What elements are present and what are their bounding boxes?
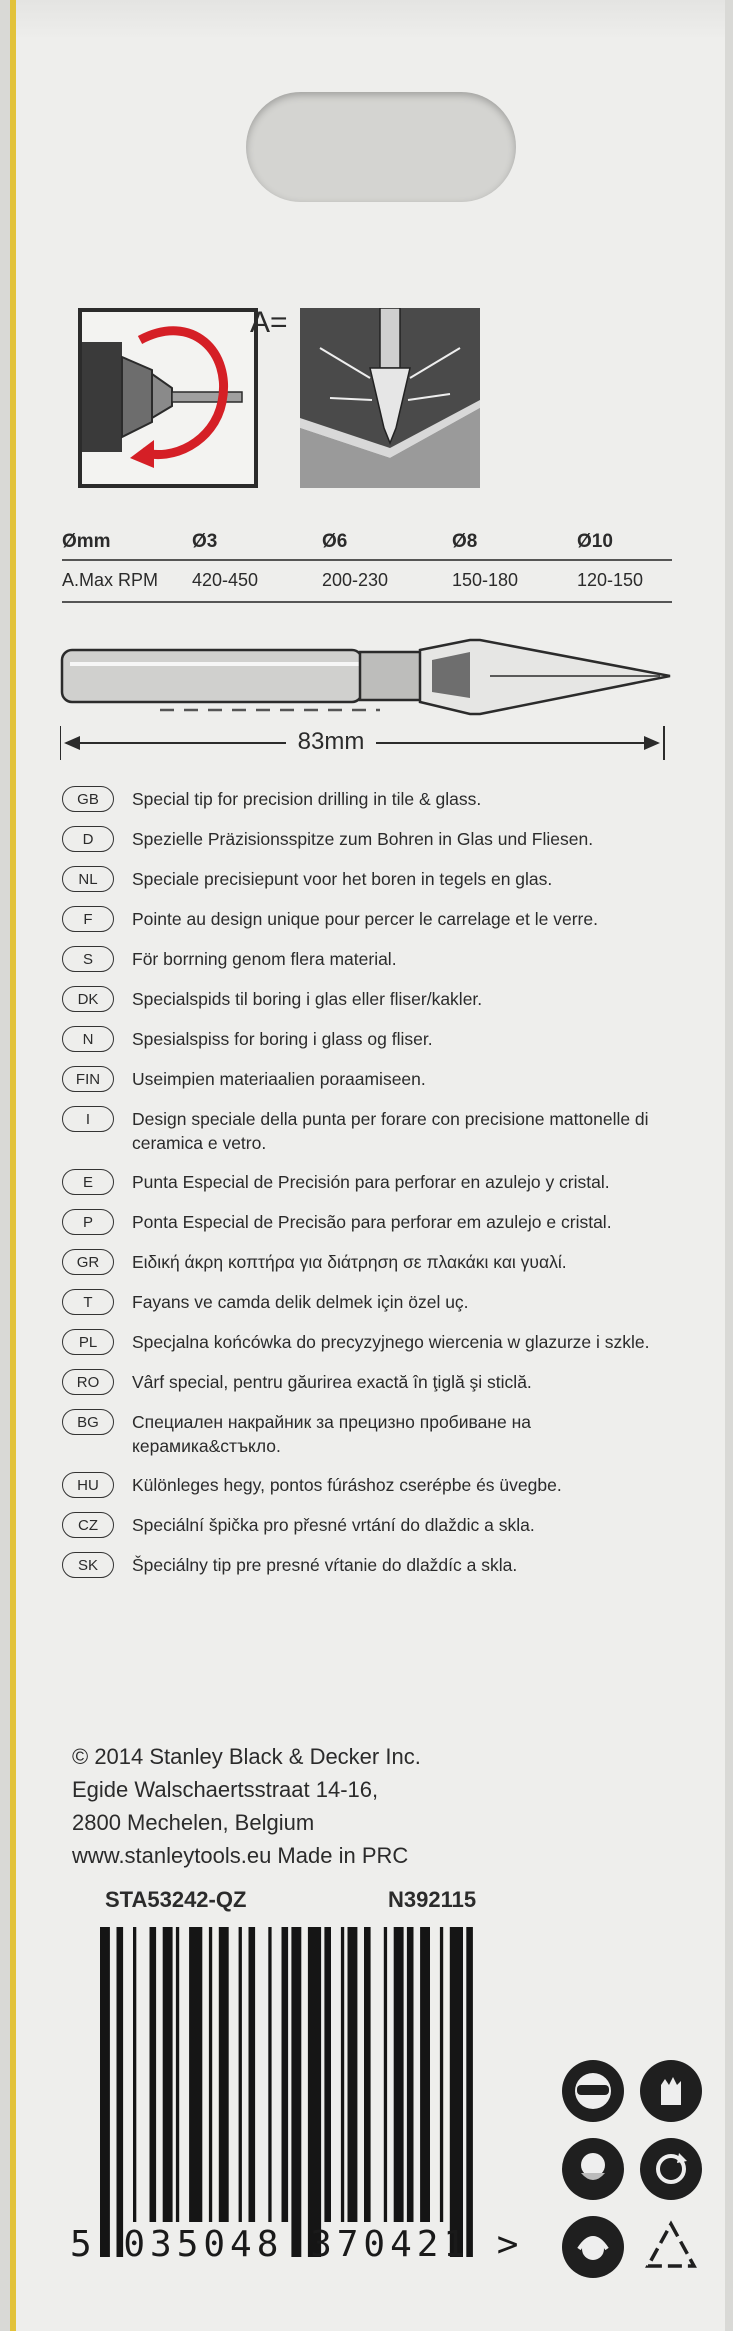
hang-hole <box>246 92 516 202</box>
language-code-badge: DK <box>62 986 114 1012</box>
language-code-badge: N <box>62 1026 114 1052</box>
language-description: Speciale precisiepunt voor het boren in tegels en glas. <box>132 869 553 889</box>
language-description: Pointe au design unique pour percer le carrelage et le verre. <box>132 909 598 929</box>
barcode-bar <box>291 1927 301 2257</box>
language-code-badge: SK <box>62 1552 114 1578</box>
rpm-header-cell: Ø3 <box>192 525 322 560</box>
barcode-bar <box>440 1927 443 2222</box>
language-code-badge: T <box>62 1289 114 1315</box>
language-row <box>62 1169 662 1195</box>
barcode-bar <box>189 1927 202 2222</box>
language-code-badge: HU <box>62 1472 114 1498</box>
rpm-table-header-row <box>62 525 672 560</box>
language-description: Spesialspiss for boring i glass og fliser. <box>132 1029 433 1049</box>
recycle-icon <box>640 2216 702 2278</box>
mask-icon <box>562 2138 624 2200</box>
language-code-badge: PL <box>62 1329 114 1355</box>
language-code-badge: D <box>62 826 114 852</box>
barcode-bar <box>117 1927 124 2257</box>
sku-code: STA53242-QZ <box>105 1887 247 1912</box>
language-description: Specjalna końcówka do precyzyjnego wiercenia w glazurze i szkle. <box>132 1332 650 1352</box>
address-line: www.stanleytools.eu Made in PRC <box>72 1843 409 1868</box>
language-row <box>62 1106 662 1155</box>
goggles-icon <box>562 2060 624 2122</box>
barcode-bar <box>249 1927 256 2222</box>
language-description: Punta Especial de Precisión para perforar en azulejo y cristal. <box>132 1172 610 1192</box>
manufacturer-address <box>72 1740 421 1872</box>
language-description: Design speciale della punta per forare con precisione mattonelle di ceramica e vetro. <box>132 1109 649 1153</box>
tip-on-glass-diagram <box>300 308 480 488</box>
language-description: Vârf special, pentru găurirea exactă în ţiglă şi sticlă. <box>132 1372 532 1392</box>
language-row <box>62 1209 662 1235</box>
language-description: Spezielle Präzisionsspitze zum Bohren in Glas und Fliesen. <box>132 829 594 849</box>
rpm-row-label: A.Max RPM <box>62 560 192 602</box>
address-line: © 2014 Stanley Black & Decker Inc. <box>72 1744 421 1769</box>
language-description: För borrning genom flera material. <box>132 949 397 969</box>
language-row <box>62 786 662 812</box>
language-code-badge: S <box>62 946 114 972</box>
barcode-bar <box>341 1927 344 2222</box>
language-row <box>62 866 662 892</box>
barcode-bar <box>324 1927 331 2222</box>
drill-rotation-diagram <box>78 308 258 488</box>
language-code-badge: BG <box>62 1409 114 1435</box>
language-code-badge: FIN <box>62 1066 114 1092</box>
barcode-bar <box>308 1927 321 2257</box>
rpm-value-cell: 120-150 <box>577 560 672 602</box>
language-code-badge: E <box>62 1169 114 1195</box>
a-equals-label: A= <box>250 306 288 339</box>
ear-protection-icon <box>562 2216 624 2278</box>
rpm-value-cell: 420-450 <box>192 560 322 602</box>
language-description: Ειδική άκρη κοπτήρα για διάτρηση σε πλακάκι και γυαλί. <box>132 1252 567 1272</box>
language-row <box>62 1249 662 1275</box>
rpm-header-cell: Ø8 <box>452 525 577 560</box>
language-row <box>62 1329 662 1355</box>
barcode-bar <box>384 1927 387 2222</box>
language-row <box>62 1289 662 1315</box>
rpm-value-cell: 200-230 <box>322 560 452 602</box>
language-description: Special tip for precision drilling in tile & glass. <box>132 789 482 809</box>
barcode-bar <box>209 1927 212 2222</box>
language-row <box>62 946 662 972</box>
language-code-badge: F <box>62 906 114 932</box>
language-row <box>62 1409 662 1458</box>
rpm-header-cell: Ø10 <box>577 525 672 560</box>
barcode-bar <box>420 1927 430 2222</box>
language-row <box>62 1369 662 1395</box>
barcode-bar <box>364 1927 371 2222</box>
language-description: Useimpien materiaalien poraamiseen. <box>132 1069 426 1089</box>
language-row <box>62 826 662 852</box>
barcode-bar <box>100 1927 110 2257</box>
language-code-badge: P <box>62 1209 114 1235</box>
barcode-bar <box>163 1927 173 2222</box>
language-code-badge: I <box>62 1106 114 1132</box>
gloves-icon <box>640 2060 702 2122</box>
language-description-list <box>62 786 662 1592</box>
language-description: Специален накрайник за прецизно пробиване на керамика&стъкло. <box>132 1412 531 1456</box>
barcode-bar <box>239 1927 242 2222</box>
barcode-number: 5 035048 370421 > <box>70 2224 524 2265</box>
language-row <box>62 1026 662 1052</box>
n-code: N392115 <box>388 1887 477 1912</box>
language-code-badge: CZ <box>62 1512 114 1538</box>
language-code-badge: RO <box>62 1369 114 1395</box>
language-code-badge: NL <box>62 866 114 892</box>
barcode-bar <box>268 1927 271 2222</box>
rpm-header-cell: Ømm <box>62 525 192 560</box>
language-description: Speciální špička pro přesné vrtání do dlaždic a skla. <box>132 1515 535 1535</box>
language-code-badge: GR <box>62 1249 114 1275</box>
rpm-header-cell: Ø6 <box>322 525 452 560</box>
language-code-badge: GB <box>62 786 114 812</box>
bit-length-label: 83mm <box>286 728 376 756</box>
language-description: Ponta Especial de Precisão para perforar em azulejo e cristal. <box>132 1212 612 1232</box>
barcode-bar <box>466 1927 473 2257</box>
rpm-table <box>62 525 672 603</box>
address-line: Egide Walschaertsstraat 14-16, <box>72 1777 379 1802</box>
barcode-bar <box>133 1927 136 2222</box>
language-description: Különleges hegy, pontos fúráshoz cserépbe és üvegbe. <box>132 1475 562 1495</box>
language-row <box>62 986 662 1012</box>
language-row <box>62 1472 662 1498</box>
address-line: 2800 Mechelen, Belgium <box>72 1810 315 1835</box>
rotation-icon <box>640 2138 702 2200</box>
language-description: Fayans ve camda delik delmek için özel uç. <box>132 1292 469 1312</box>
barcode-bar <box>219 1927 229 2222</box>
safety-icons <box>562 2060 712 2300</box>
barcode-bar <box>407 1927 414 2222</box>
barcode-bar <box>394 1927 404 2222</box>
language-row <box>62 1066 662 1092</box>
language-description: Specialspids til boring i glas eller fliser/kakler. <box>132 989 483 1009</box>
card-top-shade <box>16 0 725 40</box>
language-row <box>62 1552 662 1578</box>
barcode-bar <box>282 1927 289 2222</box>
drill-rotation-icon <box>82 312 254 484</box>
barcode-bar <box>348 1927 358 2222</box>
language-row <box>62 1512 662 1538</box>
rpm-table-row <box>62 560 672 602</box>
barcode-bar <box>450 1927 463 2257</box>
rpm-value-cell: 150-180 <box>452 560 577 602</box>
language-row <box>62 906 662 932</box>
barcode-bars <box>100 1927 530 2257</box>
barcode-bar <box>150 1927 157 2222</box>
barcode-bar <box>176 1927 179 2222</box>
language-description: Špeciálny tip pre presné vŕtanie do dlaždíc a skla. <box>132 1555 518 1575</box>
drill-tip-icon <box>300 308 480 488</box>
